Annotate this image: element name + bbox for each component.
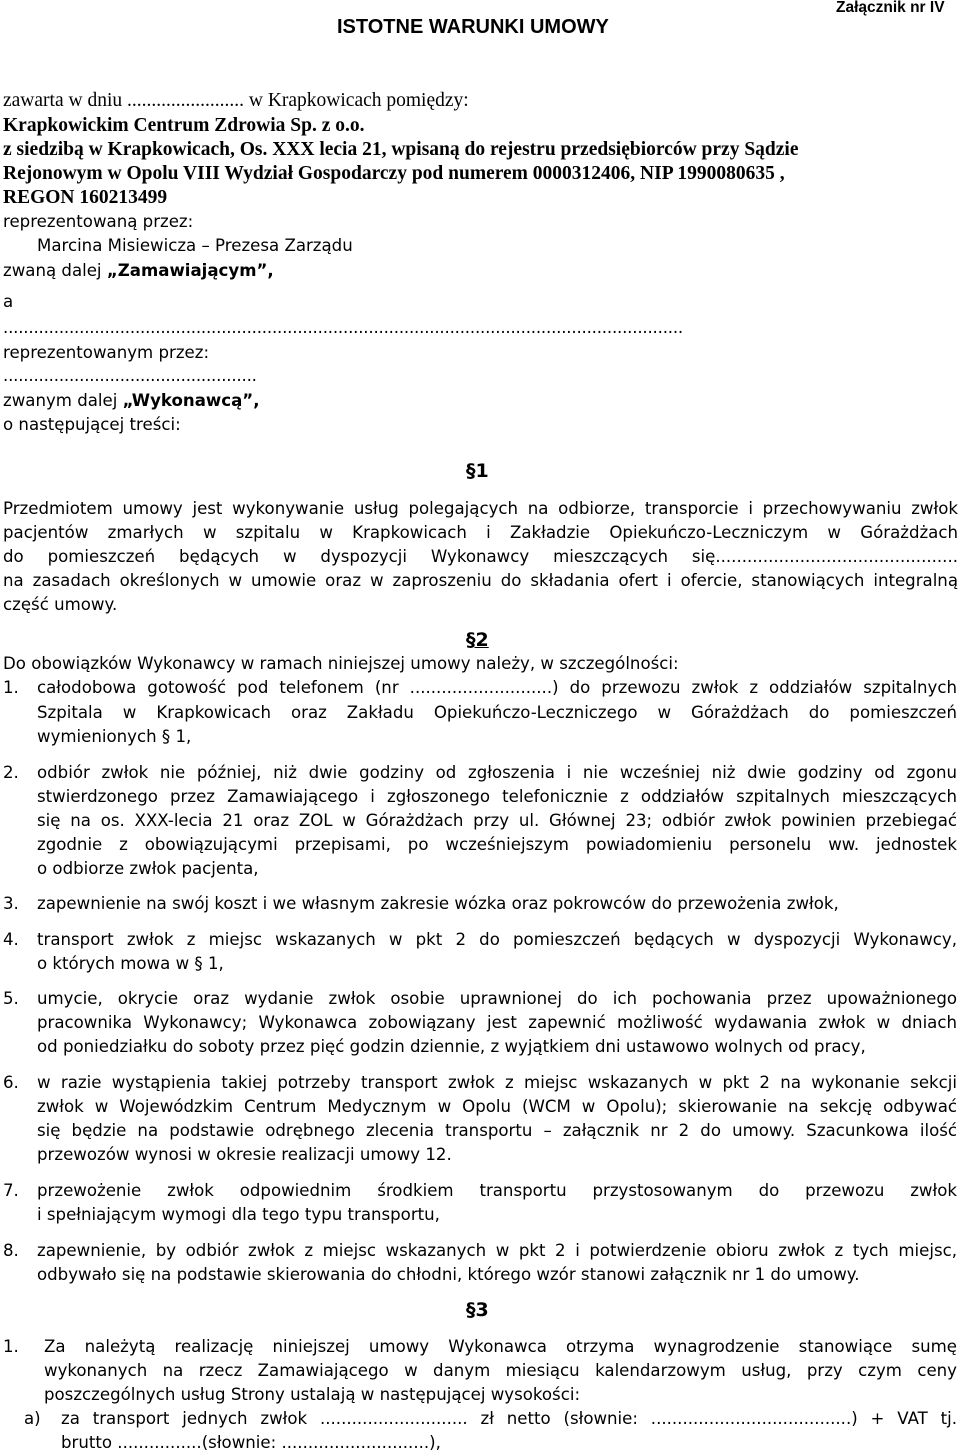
list-number: 1. [3, 1337, 19, 1356]
list-item-line: się na os. XXX-lecia 21 oraz ZOL w Górażdżach przy ul. Głównej 23; odbiór zwłok powinien przebiegać [37, 811, 957, 830]
price-line: brutto ................(słownie: ............................), [61, 1433, 441, 1452]
section1-line: część umowy. [3, 595, 118, 614]
list-number: 6. [3, 1073, 19, 1092]
section1-line: do pomieszczeń będących w dyspozycji Wykonawcy mieszczących się.............................................. [3, 547, 958, 566]
company-name: Krapkowickim Centrum Zdrowia Sp. z o.o. [3, 115, 365, 136]
list-item-line: transport zwłok z miejsc wskazanych w pkt 2 do pomieszczeń będących w dyspozycji Wykonawcy, [37, 930, 957, 949]
section1-heading: §1 [466, 460, 489, 482]
annex-label: Załącznik nr IV [836, 0, 945, 16]
contractor-blank-line: ...................................................................................................................................... [3, 318, 684, 337]
sub-item-label: a) [24, 1409, 41, 1428]
list-item-line: pracownika Wykonawcy; Wykonawca zobowiązany jest zapewnić możliwość wydawania zwłok w dniach [37, 1013, 957, 1032]
represented-by-label: reprezentowaną przez: [3, 212, 194, 231]
list-item-line: zwłok w Wojewódzkim Centrum Medycznym w Opolu (WCM w Opolu); skierowanie na sekcję odbywać [37, 1097, 957, 1116]
contractor-alias-name: „Wykonawcą”, [122, 391, 260, 410]
list-item-line: w razie wystąpienia takiej potrzeby transport zwłok z miejsc wskazanych w pkt 2 na wykonanie sekcji [37, 1073, 957, 1092]
list-item-line: odbiór zwłok nie później, niż dwie godziny od zgłoszenia i nie wcześniej niż dwie godziny od zgonu [37, 763, 957, 782]
client-alias-line [3, 261, 274, 280]
list-item-line: umycie, okrycie oraz wydanie zwłok osobie uprawnionej do ich pochowania przez upoważnionego [37, 989, 957, 1008]
section1-line: pacjentów zmarłych w szpitalu w Krapkowicach i Zakładzie Opiekuńczo-Leczniczym w Górażdżach [3, 523, 958, 542]
list-item-line: wymienionych § 1, [37, 727, 192, 746]
list-item-line: się będzie na podstawie odrębnego zlecenia transportu – załącznik nr 2 do umowy. Szacunkowa ilość [37, 1121, 957, 1140]
remuneration-line: poszczególnych usług Strony ustalają w następującej wysokości: [44, 1385, 581, 1404]
list-item-line: od poniedziałku do soboty przez pięć godzin dziennie, z wyjątkiem dni ustawowo wolnych od pracy, [37, 1037, 866, 1056]
list-item-line: i spełniającym wymogi dla tego typu transportu, [37, 1205, 440, 1224]
list-item-line: całodobowa gotowość pod telefonem (nr ...........................) do przewozu zwłok z oddziałów szpitalnych [37, 678, 957, 697]
contract-date-line: zawarta w dniu ........................ w Krapkowicach pomiędzy: [3, 90, 469, 111]
document-title: ISTOTNE WARUNKI UMOWY [337, 16, 609, 38]
section1-line: na zasadach określonych w umowie oraz w zaproszeniu do składania ofert i ofercie, stanowiących integralną [3, 571, 958, 590]
list-number: 5. [3, 989, 19, 1008]
section2-heading: §2 [466, 629, 489, 651]
list-item-line: o których mowa w § 1, [37, 954, 224, 973]
price-line: za transport jednych zwłok ............................ zł netto (słownie: ......................................) + VAT tj. [61, 1409, 957, 1428]
client-alias-prefix: zwaną dalej [3, 261, 107, 280]
company-address-line: z siedzibą w Krapkowicach, Os. XXX lecia 21, wpisaną do rejestru przedsiębiorców przy Sądzie [3, 139, 799, 160]
list-item-line: zgodnie z obowiązującymi przepisami, po wcześniejszym powiadomieniu personelu ww. jednostek [37, 835, 957, 854]
client-alias-name: „Zamawiającym”, [106, 261, 274, 280]
content-intro: o następującej treści: [3, 415, 181, 434]
list-item-line: odbywało się na podstawie skierowania do chłodni, którego wzór stanowi załącznik nr 1 do umowy. [37, 1265, 860, 1284]
list-item-line: stwierdzonego przez Zamawiającego i zgłoszonego telefonicznie z oddziałów szpitalnych mieszczących [37, 787, 957, 806]
section1-line: Przedmiotem umowy jest wykonywanie usług polegających na odbiorze, transporcie i przechowywaniu zwłok [3, 499, 958, 518]
list-number: 8. [3, 1241, 19, 1260]
contractor-alias-prefix: zwanym dalej [3, 391, 123, 410]
company-registry-line: Rejonowym w Opolu VIII Wydział Gospodarczy pod numerem 0000312406, NIP 1990080635 , [3, 163, 785, 184]
contractor-alias-line [3, 391, 260, 410]
list-item-line: Szpitala w Krapkowicach oraz Zakładu Opiekuńczo-Leczniczego w Górażdżach do pomieszczeń [37, 703, 957, 722]
and-conjunction: a [3, 292, 14, 311]
list-number: 3. [3, 894, 19, 913]
list-item-line: o odbiorze zwłok pacjenta, [37, 859, 259, 878]
list-number: 4. [3, 930, 19, 949]
section3-heading: §3 [466, 1299, 489, 1321]
contractor-representative-blank: .................................................. [3, 366, 257, 385]
list-number: 7. [3, 1181, 19, 1200]
remuneration-line: Za należytą realizację niniejszej umowy Wykonawca otrzyma wynagrodzenie stanowiące sumę [44, 1337, 957, 1356]
list-number: 1. [3, 678, 19, 697]
list-item-line: zapewnienie, by odbiór zwłok z miejsc wskazanych w pkt 2 i potwierdzenie obioru zwłok z tych miejsc, [37, 1241, 957, 1260]
section2-intro: Do obowiązków Wykonawcy w ramach niniejszej umowy należy, w szczególności: [3, 654, 679, 673]
contractor-represented-label: reprezentowanym przez: [3, 343, 210, 362]
representative-name: Marcina Misiewicza – Prezesa Zarządu [37, 236, 353, 255]
remuneration-line: wykonanych na rzecz Zamawiającego w danym miesiącu kalendarzowym usług, przy czym ceny [44, 1361, 957, 1380]
list-item-line: przewozów wynosi w okresie realizacji umowy 12. [37, 1145, 452, 1164]
list-item-line: zapewnienie na swój koszt i we własnym zakresie wózka oraz pokrowców do przewożenia zwłok, [37, 894, 839, 913]
list-number: 2. [3, 763, 19, 782]
list-item-line: przewożenie zwłok odpowiednim środkiem transportu przystosowanym do przewozu zwłok [37, 1181, 957, 1200]
company-regon-line: REGON 160213499 [3, 187, 168, 208]
